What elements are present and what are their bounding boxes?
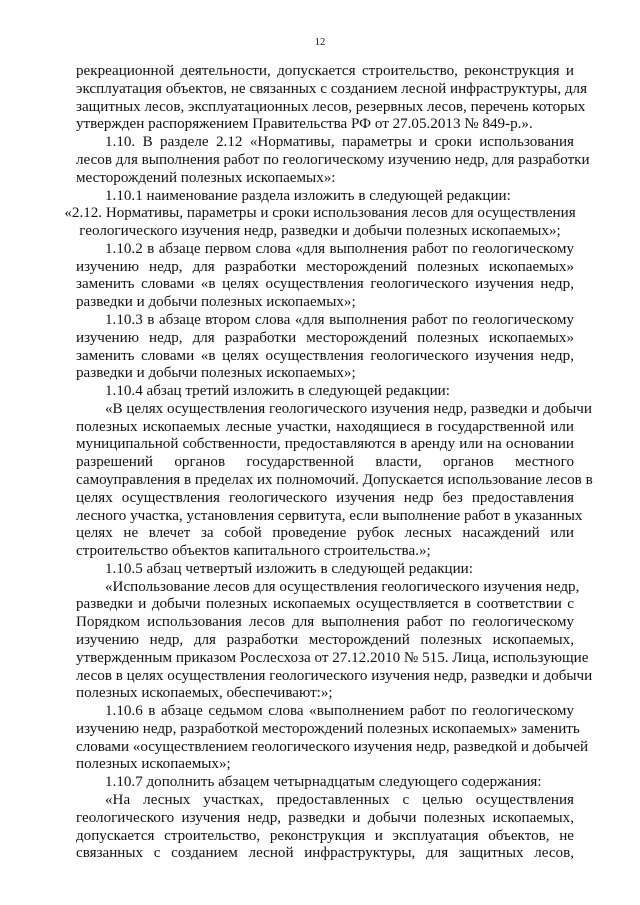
text-line: рекреационной деятельности, допускается строительство, реконструкция и: [76, 63, 574, 79]
text-line: «На лесных участках, предоставленных с целью осуществления: [105, 792, 574, 808]
text-line: самоуправления в пределах их полномочий. Допускается использование лесов в: [76, 471, 593, 488]
text-line: геологического изучения недр, разведки и добычи полезных ископаемых,: [76, 809, 574, 826]
text-line: эксплуатация объектов, не связанных с созданием лесной инфраструктуры, для: [76, 80, 588, 97]
text-line: заменить словами «в целях осуществления геологического изучения недр,: [76, 347, 574, 364]
text-line: изучению недр, для разработки месторождений полезных ископаемых»: [76, 258, 574, 275]
text-line: полезных ископаемых»;: [76, 756, 231, 773]
text-line: изучению недр, для разработки месторождений полезных ископаемых,: [76, 632, 574, 648]
text-line: лесного участка, установления сервитута, если выполнение работ в указанных: [76, 507, 583, 524]
text-line: «Использование лесов для осуществления геологического изучения недр,: [105, 578, 580, 595]
text-line: разведки и добычи полезных ископаемых»;: [76, 365, 356, 382]
page-number: 12: [314, 37, 326, 48]
text-line: изучению недр, разработкой месторождений полезных ископаемых» заменить: [76, 720, 580, 737]
text-line: полезных ископаемых лесные участки, находящиеся в государственной или: [76, 418, 574, 435]
text-line: 1.10.7 дополнить абзацем четырнадцатым следующего содержания:: [105, 774, 542, 791]
text-line: 1.10.2 в абзаце первом слова «для выполнения работ по геологическому: [105, 240, 574, 257]
text-line: месторождений полезных ископаемых»:: [76, 169, 336, 186]
text-line: «В целях осуществления геологического изучения недр, разведки и добычи: [105, 400, 592, 417]
text-line: утвержден распоряжением Правительства РФ от 27.05.2013 № 849-р.».: [76, 116, 533, 133]
text-line: целях осуществления геологического изучения недр без предоставления: [76, 489, 574, 506]
text-line: «2.12. Нормативы, параметры и сроки использования лесов для осуществления: [64, 205, 576, 222]
text-line: утвержденным приказом Рослесхоза от 27.12.2010 № 515. Лица, использующие: [76, 649, 589, 666]
text-line: 1.10. В разделе 2.12 «Нормативы, параметры и сроки использования: [105, 134, 574, 151]
text-line: 1.10.4 абзац третий изложить в следующей редакции:: [105, 383, 450, 399]
text-line: изучению недр, для разработки месторождений полезных ископаемых»: [76, 329, 574, 346]
text-line: заменить словами «в целях осуществления геологического изучения недр,: [76, 276, 574, 293]
text-line: строительство объектов капитального строительства.»;: [76, 543, 431, 560]
text-line: допускается строительство, реконструкция и эксплуатация объектов, не: [76, 827, 574, 844]
text-line: 1.10.1 наименование раздела изложить в следующей редакции:: [105, 187, 511, 204]
text-line: муниципальной собственности, предоставляются в аренду или на основании: [76, 436, 574, 453]
text-line: лесов в целях осуществления геологического изучения недр, разведки и добычи: [76, 667, 593, 684]
text-line: разведки и добычи полезных ископаемых осуществляется в соответствии с: [76, 596, 574, 613]
text-line: защитных лесов, эксплуатационных лесов, резервных лесов, перечень которых: [76, 98, 586, 115]
text-line: полезных ископаемых, обеспечивают:»;: [76, 685, 333, 702]
text-line: целях не влечет за собой проведение рубок лесных насаждений или: [76, 525, 574, 542]
text-line: 1.10.6 в абзаце седьмом слова «выполнением работ по геологическому: [105, 703, 574, 720]
text-line: Порядком использования лесов для выполнения работ по геологическому: [76, 614, 574, 631]
text-line: геологического изучения недр, разведки и добычи полезных ископаемых»;: [79, 223, 561, 239]
text-line: связанных с созданием лесной инфраструктуры, для защитных лесов,: [76, 845, 574, 862]
text-line: разведки и добычи полезных ископаемых»;: [76, 294, 356, 311]
text-line: 1.10.3 в абзаце втором слова «для выполнения работ по геологическому: [105, 311, 574, 328]
text-line: лесов для выполнения работ по геологическому изучению недр, для разработки: [76, 151, 590, 168]
text-line: словами «осуществлением геологического изучения недр, разведкой и добычей: [76, 738, 589, 755]
text-line: разрешений органов государственной власти, органов местного: [76, 454, 574, 471]
text-line: 1.10.5 абзац четвертый изложить в следующей редакции:: [105, 560, 473, 577]
